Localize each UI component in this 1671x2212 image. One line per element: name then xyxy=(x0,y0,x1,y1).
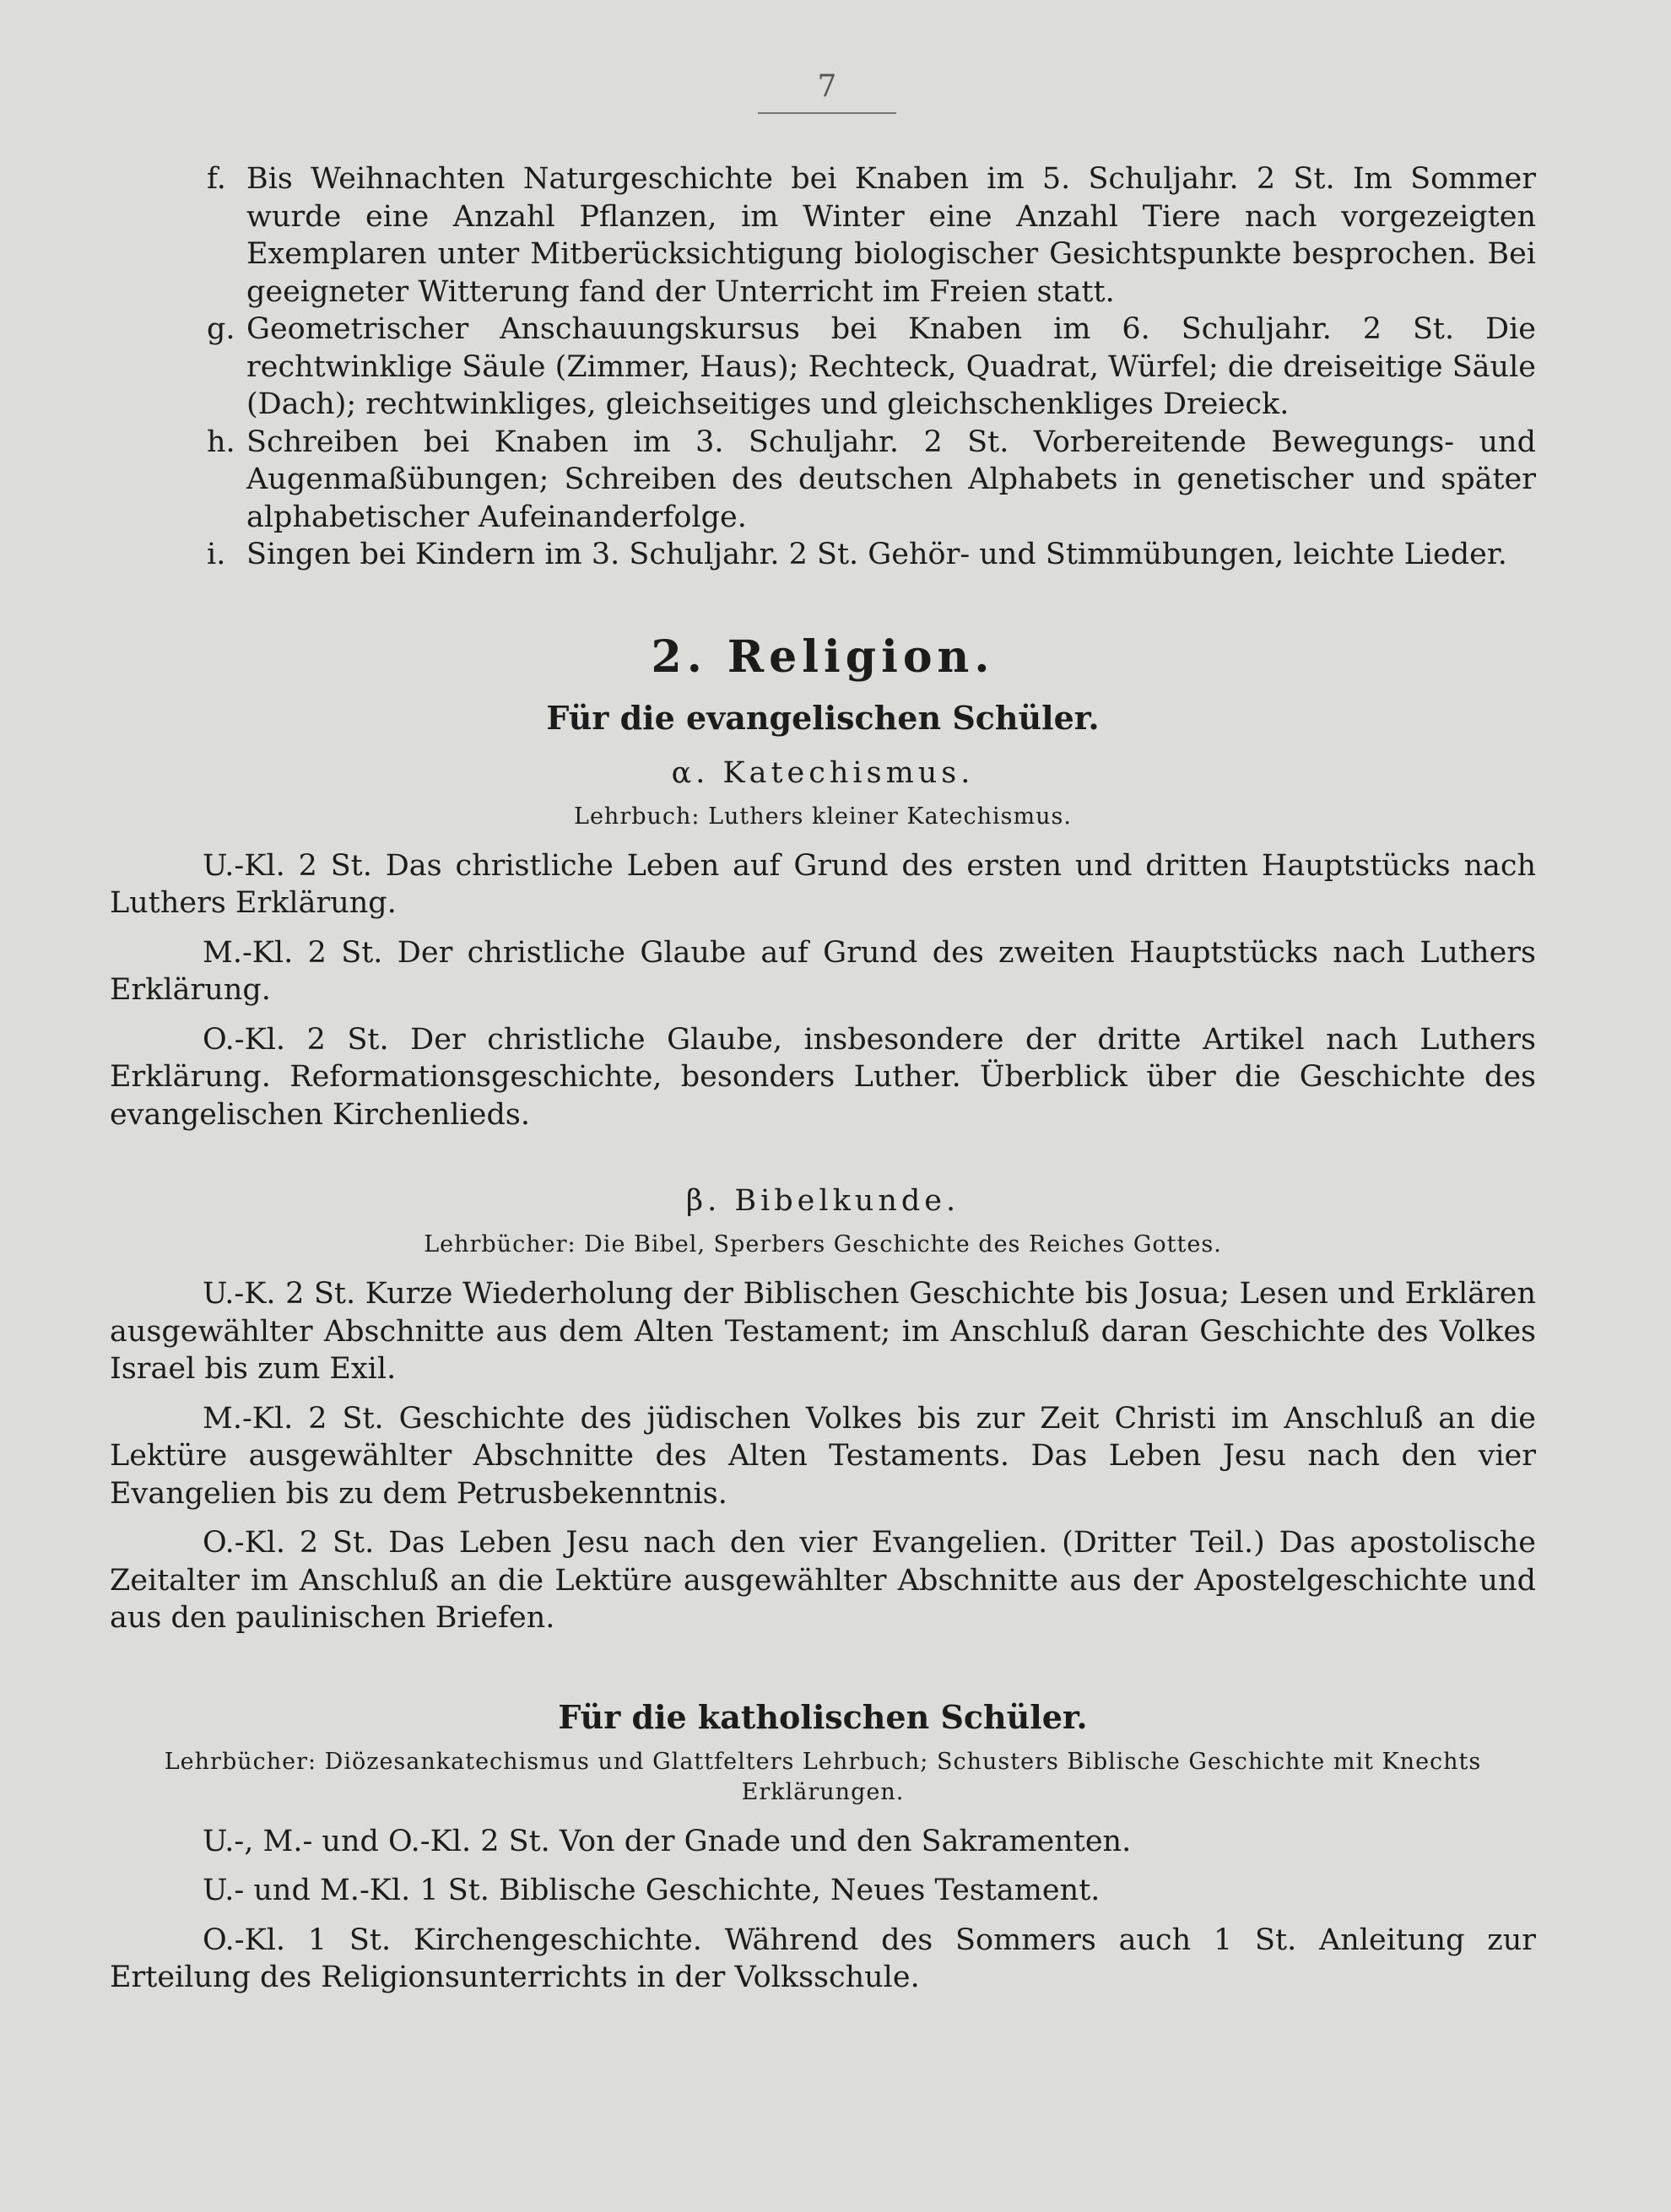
section-title-religion: 2. Religion. xyxy=(651,630,995,683)
item-text: Schreiben bei Knaben im 3. Schuljahr. 2 St. Vorbereitende Bewegungs- und Augenmaßübungen; Schreiben des deutschen Alphabets in genetischer und später alphabetischer Aufeinanderfolge. xyxy=(246,425,1536,534)
catechism-paragraph: O.-Kl. 2 St. Der christliche Glaube, insbesondere der dritte Artikel nach Luthers Erklärung. Reformationsgeschichte, besonders Luther. Überblick über die Geschichte des evangelischen Kirchenlieds. xyxy=(110,1022,1536,1132)
bible-paragraph: O.-Kl. 2 St. Das Leben Jesu nach den vier Evangelien. (Dritter Teil.) Das apostolische Zeitalter im Anschluß an die Lektüre ausgewählter Abschnitte aus der Apostelgeschichte und aus den paulinischen Briefen. xyxy=(110,1526,1536,1635)
list-item-i xyxy=(110,536,1536,574)
item-marker: h. xyxy=(207,425,235,459)
catechism-textbook: Lehrbuch: Luthers kleiner Katechismus. xyxy=(574,803,1072,830)
page-number: 7 xyxy=(817,69,837,104)
catechism-paragraph: M.-Kl. 2 St. Der christliche Glaube auf Grund des zweiten Hauptstücks nach Luthers Erklärung. xyxy=(110,935,1536,1007)
catechism-heading: α. Katechismus. xyxy=(671,755,975,790)
bible-heading: β. Bibelkunde. xyxy=(685,1184,960,1218)
catholic-textbook: Lehrbücher: Diözesankatechismus und Glattfelters Lehrbuch; Schusters Biblische Geschichte mit Knechts Erklärungen. xyxy=(164,1748,1482,1805)
bible-paragraph: U.-K. 2 St. Kurze Wiederholung der Biblischen Geschichte bis Josua; Lesen und Erklären ausgewählter Abschnitte aus dem Alten Testament; im Anschluß daran Geschichte des Volkes Israel bis zum Exil. xyxy=(110,1277,1536,1386)
item-marker: g. xyxy=(207,312,235,346)
list-item-h xyxy=(110,424,1536,537)
list-item-f xyxy=(110,160,1536,311)
item-marker: f. xyxy=(207,162,226,196)
bible-paragraph: M.-Kl. 2 St. Geschichte des jüdischen Volkes bis zur Zeit Christi im Anschluß an die Lektüre ausgewählter Abschnitte des Alten Testaments. Das Leben Jesu nach den vier Evangelien bis zu dem Petrusbekenntnis. xyxy=(110,1401,1536,1511)
page-body xyxy=(110,160,1536,1997)
catholic-paragraph: O.-Kl. 1 St. Kirchengeschichte. Während des Sommers auch 1 St. Anleitung zur Erteilung des Religionsunterrichts in der Volksschule. xyxy=(110,1923,1536,1994)
item-text: Bis Weihnachten Naturgeschichte bei Knaben im 5. Schuljahr. 2 St. Im Sommer wurde eine Anzahl Pflanzen, im Winter eine Anzahl Tiere nach vorgezeigten Exemplaren unter Mitberücksichtigung biologischer Gesichtspunkte besprochen. Bei geeigneter Witterung fand der Unterricht im Freien statt. xyxy=(246,162,1536,309)
evangelical-heading: Für die evangelischen Schüler. xyxy=(546,698,1100,737)
bible-textbook: Lehrbücher: Die Bibel, Sperbers Geschichte des Reiches Gottes. xyxy=(424,1231,1222,1257)
list-item-g xyxy=(110,311,1536,424)
catholic-paragraph: U.-, M.- und O.-Kl. 2 St. Von der Gnade und den Sakramenten. xyxy=(203,1824,1132,1858)
item-text: Singen bei Kindern im 3. Schuljahr. 2 St. Gehör- und Stimmübungen, leichte Lieder. xyxy=(246,538,1507,571)
catechism-paragraph: U.-Kl. 2 St. Das christliche Leben auf Grund des ersten und dritten Hauptstücks nach Luthers Erklärung. xyxy=(110,848,1536,920)
item-text: Geometrischer Anschauungskursus bei Knaben im 6. Schuljahr. 2 St. Die rechtwinklige Säule (Zimmer, Haus); Rechteck, Quadrat, Würfel; die dreiseitige Säule (Dach); rechtwinkliges, gleichseitiges und gleichschenkliges Dreieck. xyxy=(246,312,1536,421)
page-number-rule xyxy=(758,112,896,114)
item-marker: i. xyxy=(207,538,226,571)
catholic-paragraph: U.- und M.-Kl. 1 St. Biblische Geschichte, Neues Testament. xyxy=(203,1874,1100,1907)
catholic-heading: Für die katholischen Schüler. xyxy=(558,1697,1088,1736)
